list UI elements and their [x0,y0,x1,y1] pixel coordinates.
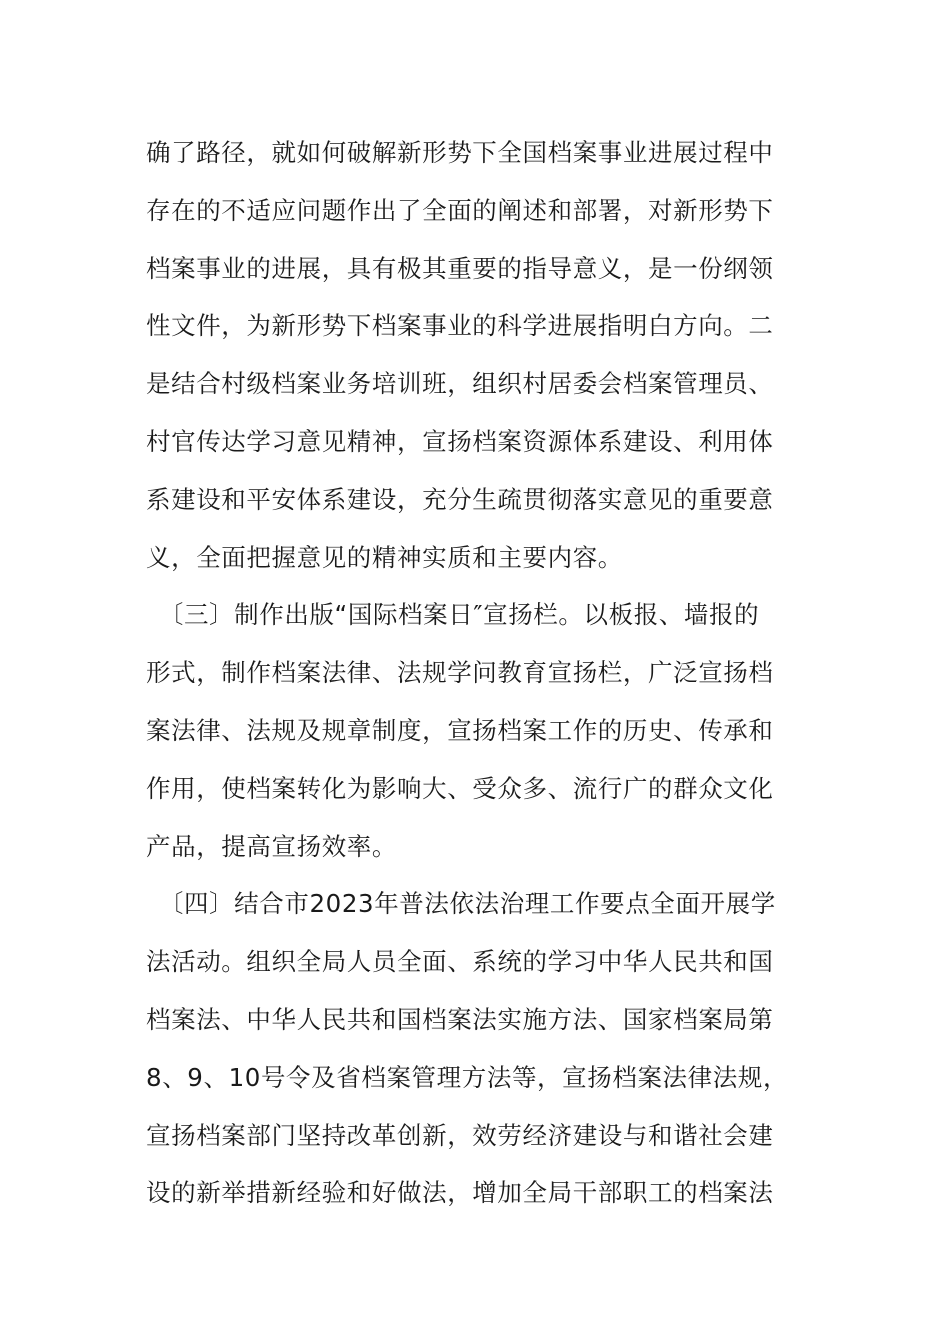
document-body [146,124,816,1222]
text-line: 存在的不适应问题作出了全面的阐述和部署，对新形势下 [146,195,774,225]
text-line: 案法律、法规及规章制度，宣扬档案工作的历史、传承和 [146,715,774,745]
text-line: 〔三〕制作出版“国际档案日″宣扬栏。以板报、墙报的 [146,600,760,630]
text-line: 村官传达学习意见精神，宣扬档案资源体系建设、利用体 [146,426,774,456]
text-line: 系建设和平安体系建设，充分生疏贯彻落实意见的重要意 [146,484,774,514]
text-line: 形式，制作档案法律、法规学问教育宣扬栏，广泛宣扬档 [146,658,774,688]
text-line: 确了路径，就如何破解新形势下全国档案事业进展过程中 [146,138,774,167]
text-line: 作用，使档案转化为影响大、受众多、流行广的群众文化 [146,773,774,803]
text-line: 档案事业的进展，具有极其重要的指导意义，是一份纲领 [146,253,774,283]
text-line: 8、9、10号令及省档案管理方法等，宣扬档案法律法规， [146,1062,789,1092]
text-line: 产品，提高宣扬效率。 [146,831,397,861]
text-line: 档案法、中华人民共和国档案法实施方法、国家档案局第 [146,1004,774,1034]
text-line: 性文件，为新形势下档案事业的科学进展指明白方向。二 [146,311,774,341]
text-line: 是结合村级档案业务培训班，组织村居委会档案管理员、 [146,369,774,399]
text-line: 宣扬档案部门坚持改革创新，效劳经济建设与和谐社会建 [146,1120,774,1150]
text-line: 〔四〕结合市2023年普法依法治理工作要点全面开展学 [146,889,776,919]
text-line: 设的新举措新经验和好做法，增加全局干部职工的档案法 [146,1178,774,1208]
text-line: 义，全面把握意见的精神实质和主要内容。 [146,542,623,572]
text-line: 法活动。组织全局人员全面、系统的学习中华人民共和国 [146,947,774,977]
